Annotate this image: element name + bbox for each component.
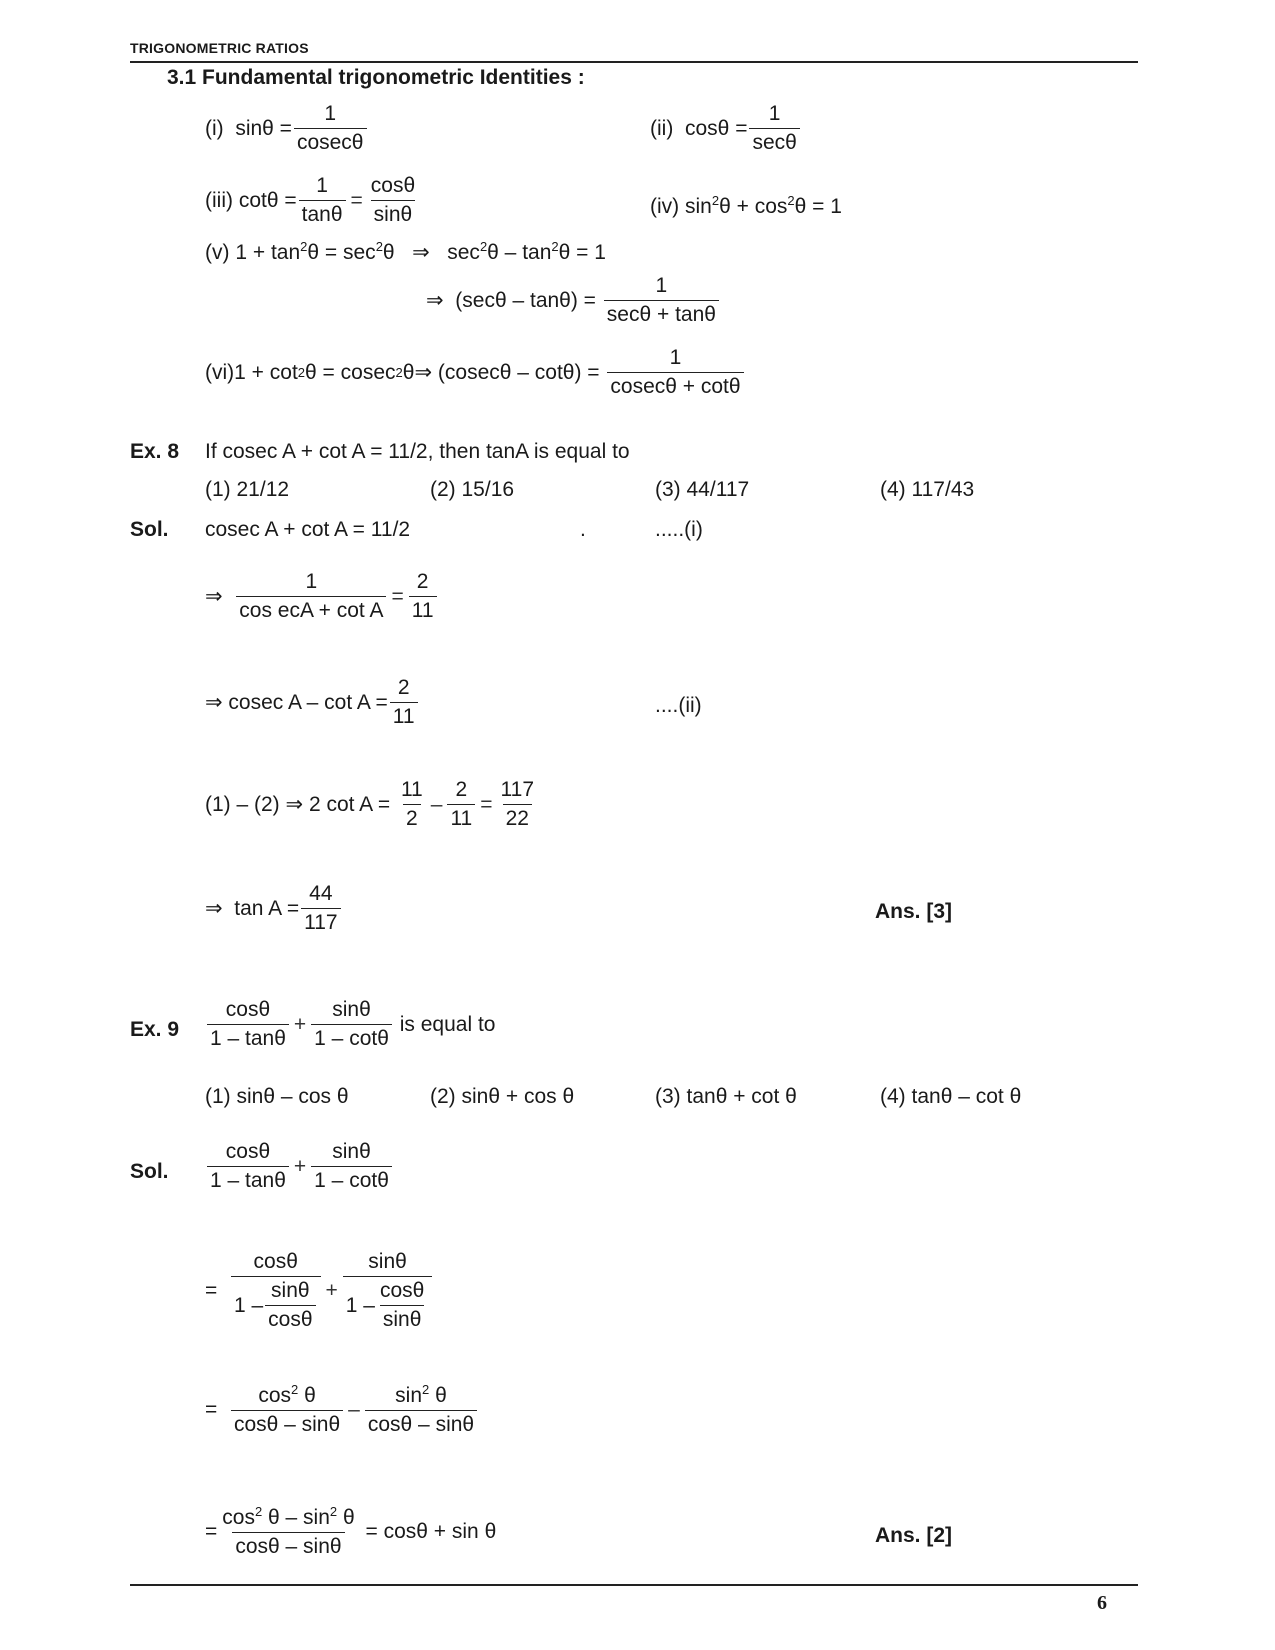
solution-step: (1) – (2) ⇒ 2 cot A = $\frac{11}{2}$ – $\frac{2}{11}$ = $\frac{117}{22}$ <box>205 778 539 831</box>
fraction: $\frac{\sin\theta}{1 - \cot\theta}$ <box>311 1140 392 1193</box>
fraction: $\frac{1}{\sec\theta + \tan\theta}$ <box>604 274 719 327</box>
implies-icon: ⇒ <box>205 897 223 921</box>
identity-label: (ii) <box>650 116 674 140</box>
identity-lhs: sinθ = <box>235 116 292 140</box>
identity-v-cont: ⇒ (secθ – tanθ) = $\frac{1}{\sec\theta + \tan\theta}$ <box>426 274 721 327</box>
fraction: $\frac{\cos\theta}{\sin\theta}$ <box>370 174 416 227</box>
solution-step: = cosθ 1 – $\frac{\sin\theta}{\cos\theta}$ + sinθ 1 – $\frac{\cos\theta}{\sin\theta}$ <box>205 1250 434 1332</box>
fraction: $\frac{44}{117}$ <box>301 882 340 935</box>
identity-iii: (iii) cotθ = $\frac{1}{\tan\theta}$ = $\frac{\cos\theta}{\sin\theta}$ <box>205 174 420 227</box>
solution-step: ⇒ $\frac{1}{\text{cos ecA + cot A}}$ = $\frac{2}{11}$ <box>205 570 439 623</box>
fraction: cosθ 1 – $\frac{\sin\theta}{\cos\theta}$ <box>231 1250 321 1332</box>
solution-step: = $\frac{\cos^2 \theta - \sin^2 \theta}{\cos\theta - \sin\theta}$ = cosθ + sin θ <box>205 1504 497 1559</box>
identity-i <box>205 102 369 155</box>
fraction: $\frac{\sin\theta}{1 - \cot\theta}$ <box>311 998 392 1051</box>
stray-dot: . <box>580 518 586 541</box>
section-title: 3.1 Fundamental trigonometric Identities : <box>167 66 585 89</box>
equation-ref: .....(i) <box>655 518 703 541</box>
implies-icon: ⇒ <box>205 585 223 609</box>
identity-v: (v) $1 + \tan^2\theta = \sec^2\theta$ ⇒ $\sec^2\theta - \tan^2\theta = 1$ <box>205 239 606 264</box>
page-number: 6 <box>1097 1592 1107 1614</box>
implies-icon: ⇒ <box>412 241 430 264</box>
option-3: (3) tanθ + cot θ <box>655 1085 797 1108</box>
solution-label: Sol. <box>130 518 169 541</box>
identity-ii <box>650 102 802 155</box>
option-1: (1) 21/12 <box>205 478 290 501</box>
fraction: $\frac{117}{22}$ <box>500 778 534 831</box>
fraction: $\frac{11}{2}$ <box>400 778 423 831</box>
identity-lhs: cosθ = <box>685 116 748 140</box>
identity-vi: (vi) 1 + cot 2 θ = cosec 2 θ ⇒ (cosecθ – cotθ) = $\frac{1}{cosec\theta + \cot\theta}$ <box>205 346 746 399</box>
identity-lhs: cotθ = <box>238 188 297 212</box>
fraction: $\frac{1}{cosec\theta}$ <box>294 102 367 155</box>
equation-ref: ....(ii) <box>655 694 702 717</box>
answer-label: Ans. [2] <box>875 1524 953 1547</box>
solution-step: ⇒ tan A = $\frac{44}{117}$ <box>205 882 343 935</box>
fraction: $\frac{2}{11}$ <box>447 778 475 831</box>
fraction: $\frac{1}{\sec\theta}$ <box>749 102 799 155</box>
example-9-label: Ex. 9 <box>130 1018 180 1041</box>
fraction: $\frac{2}{11}$ <box>409 570 437 623</box>
solution-step: $\frac{\cos\theta}{1 - \tan\theta}$ + $\frac{\sin\theta}{1 - \cot\theta}$ <box>205 1140 394 1193</box>
fraction: $\frac{1}{\tan\theta}$ <box>299 174 346 227</box>
solution-step: cosec A + cot A = 11/2 <box>205 518 411 541</box>
fraction: $\frac{\sin^2 \theta}{\cos\theta - \sin\theta}$ <box>365 1383 477 1437</box>
fraction: $\frac{\cos\theta}{\sin\theta}$ <box>379 1279 425 1332</box>
header-rule <box>130 61 1138 63</box>
example-8-question: If cosec A + cot A = 11/2, then tanA is equal to <box>205 440 630 463</box>
solution-step: ⇒ cosec A – cot A = $\frac{2}{11}$ <box>205 676 420 729</box>
identity-label: (i) <box>205 116 224 140</box>
solution-label: Sol. <box>130 1160 169 1183</box>
fraction: $\frac{\cos^2 \theta - \sin^2 \theta}{\cos\theta - \sin\theta}$ <box>222 1504 355 1559</box>
answer-label: Ans. [3] <box>875 900 953 923</box>
fraction: $\frac{\sin\theta}{\cos\theta}$ <box>265 1279 315 1332</box>
option-3: (3) 44/117 <box>655 478 750 501</box>
fraction: sinθ 1 – $\frac{\cos\theta}{\sin\theta}$ <box>343 1250 433 1332</box>
option-4: (4) 117/43 <box>880 478 975 501</box>
option-1: (1) sinθ – cos θ <box>205 1085 349 1108</box>
option-2: (2) sinθ + cos θ <box>430 1085 575 1108</box>
option-4: (4) tanθ – cot θ <box>880 1085 1022 1108</box>
footer-rule <box>130 1584 1138 1586</box>
example-8-label: Ex. 8 <box>130 440 180 463</box>
fraction: $\frac{\cos\theta}{1 - \tan\theta}$ <box>207 1140 289 1193</box>
fraction: $\frac{\cos\theta}{1 - \tan\theta}$ <box>207 998 289 1051</box>
implies-icon: ⇒ <box>426 289 444 313</box>
fraction: $\frac{1}{\text{cos ecA + cot A}}$ <box>236 570 386 623</box>
option-2: (2) 15/16 <box>430 478 515 501</box>
identity-iv: (iv) $\sin^2\theta + \cos^2\theta = 1$ <box>650 193 842 218</box>
identity-label: (iii) <box>205 188 233 212</box>
fraction: $\frac{2}{11}$ <box>390 676 418 729</box>
implies-icon: ⇒ <box>414 361 433 385</box>
solution-step: = $\frac{\cos^2 \theta}{\cos\theta - \sin\theta}$ – $\frac{\sin^2 \theta}{\cos\theta - \sin\theta}$ <box>205 1383 479 1437</box>
fraction: $\frac{\cos^2 \theta}{\cos\theta - \sin\theta}$ <box>231 1383 343 1437</box>
example-9-question: $\frac{\cos\theta}{1 - \tan\theta}$ + $\frac{\sin\theta}{1 - \cot\theta}$ is equal to <box>205 998 495 1051</box>
fraction: $\frac{1}{cosec\theta + \cot\theta}$ <box>607 346 743 399</box>
running-header: TRIGONOMETRIC RATIOS <box>130 40 309 56</box>
